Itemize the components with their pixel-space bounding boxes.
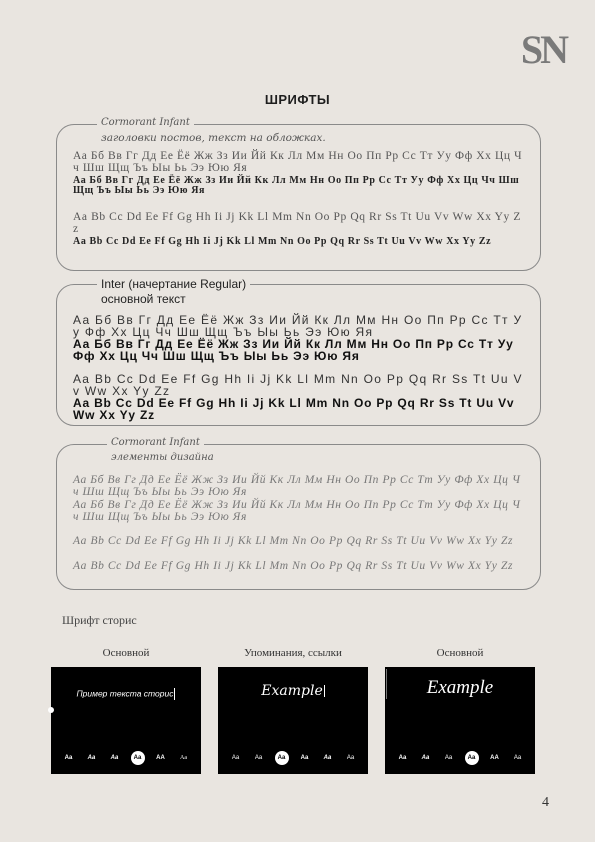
stories-title: Шрифт сторис — [62, 613, 137, 627]
font-section-inter-body — [56, 277, 541, 426]
sample-cyrillic-regular: Аа Бб Вв Гг Дд Ее Ёё Жж Зз Ии Йй Кк Лл Мм Нн Оо Пп Рр Сс Тт Уу Фф Хх Цц Чч Шш Щщ Ъъ Ыы Ьь Ээ Юю Яя — [73, 150, 523, 174]
page-number: 4 — [542, 795, 549, 810]
font-option[interactable]: Aa — [87, 755, 96, 761]
slider-handle[interactable] — [48, 707, 54, 713]
sample-latin-bold: Aa Bb Cc Dd Ee Ff Gg Hh Ii Jj Kk Ll Mm Nn Oo Pp Qq Rr Ss Tt Uu Vv Ww Xx Yy Zz — [73, 236, 492, 247]
sample-cyrillic-bold: Аа Бб Вв Гг Дд Ее Ёё Жж Зз Ии Йй Кк Лл Мм Нн Оо Пп Рр Сс Тт Уу Фф Хх Цц Чч Шш Щщ Ъъ Ыы Ьь Ээ Юю Яя — [73, 175, 520, 196]
font-option-selected[interactable]: Aa — [275, 751, 289, 765]
font-picker — [51, 751, 201, 765]
text-cursor — [174, 688, 175, 700]
sample-cyrillic-regular: Аа Бб Вв Гг Дд Ее Ёё Жж Зз Ии Йй Кк Лл Мм Нн Оо Пп Рр Сс Тт Уу Фф Хх Цц Чч Шш Щщ Ъъ Ыы Ьь Ээ Юю Яя — [73, 313, 523, 339]
logo: SN — [520, 27, 566, 72]
story-sample-text[interactable]: Example — [426, 677, 494, 698]
font-name: Cormorant Infant — [107, 437, 204, 448]
font-option[interactable]: Aa — [254, 755, 263, 761]
font-option[interactable]: Aa — [513, 755, 522, 761]
font-option[interactable]: Aa — [444, 755, 453, 761]
font-usage: заголовки постов, текст на обложках. — [101, 132, 326, 144]
font-option[interactable]: Aa — [110, 755, 119, 761]
sample-latin-italic: Aa Bb Cc Dd Ee Ff Gg Hh Ii Jj Kk Ll Mm Nn Oo Pp Qq Rr Ss Tt Uu Vv Ww Xx Yy Zz — [73, 535, 514, 547]
story-caption: Основной — [436, 647, 484, 659]
sample-cyrillic-bold: Аа Бб Вв Гг Дд Ее Ёё Жж Зз Ии Йй Кк Лл Мм Нн Оо Пп Рр Сс Тт Уу Фф Хх Цц Чч Шш Щщ Ъъ Ыы Ьь Ээ Юю Яя — [73, 337, 514, 363]
story-sample-text[interactable]: Example — [261, 683, 323, 699]
font-option[interactable]: AA — [156, 755, 165, 761]
font-option[interactable]: Aa — [64, 755, 73, 761]
sample-latin-bold: Aa Bb Cc Dd Ee Ff Gg Hh Ii Jj Kk Ll Mm Nn Oo Pp Qq Rr Ss Tt Uu Vv Ww Xx Yy Zz — [73, 396, 515, 422]
font-option[interactable]: Aa — [300, 755, 309, 761]
font-usage: элементы дизайна — [111, 452, 214, 463]
font-option[interactable]: Aa — [180, 755, 187, 761]
story-preview — [51, 667, 201, 774]
sample-latin-regular: Aa Bb Cc Dd Ee Ff Gg Hh Ii Jj Kk Ll Mm Nn Oo Pp Qq Rr Ss Tt Uu Vv Ww Xx Yy Zz — [73, 372, 523, 398]
font-name: Cormorant Infant — [97, 117, 194, 128]
font-option-selected[interactable]: Aa — [131, 751, 145, 765]
sample-cyrillic-italic: Аа Бб Вв Гг Дд Ее Ёё Жж Зз Ии Йй Кк Лл Мм Нн Оо Пп Рр Сс Тт Уу Фф Хх Цц Чч Шш Щщ Ъъ Ыы Ьь Ээ Юю Яя — [73, 499, 521, 523]
font-option[interactable]: Aa — [231, 755, 240, 761]
font-section-cormorant-headings — [56, 117, 541, 271]
font-option[interactable]: Aa — [323, 755, 332, 761]
font-option[interactable]: Aa — [421, 755, 430, 761]
story-caption: Основной — [102, 647, 150, 659]
font-option[interactable]: AA — [490, 755, 499, 761]
sample-latin-italic: Aa Bb Cc Dd Ee Ff Gg Hh Ii Jj Kk Ll Mm Nn Oo Pp Qq Rr Ss Tt Uu Vv Ww Xx Yy Zz — [73, 560, 514, 572]
sample-cyrillic-italic: Аа Бб Вв Гг Дд Ее Ёё Жж Зз Ии Йй Кк Лл Мм Нн Оо Пп Рр Сс Тт Уу Фф Хх Цц Чч Шш Щщ Ъъ Ыы Ьь Ээ Юю Яя — [73, 474, 521, 498]
font-picker — [218, 751, 368, 765]
font-picker — [385, 751, 535, 765]
page-title: ШРИФТЫ — [264, 92, 331, 107]
font-usage: основной текст — [101, 292, 186, 306]
font-option[interactable]: Aa — [398, 755, 407, 761]
text-cursor — [324, 685, 325, 697]
font-section-cormorant-design — [56, 437, 541, 590]
story-preview — [385, 667, 535, 774]
story-sample-text[interactable]: Пример текста сторис — [76, 688, 174, 699]
story-preview — [218, 667, 368, 774]
font-option[interactable]: Aa — [346, 755, 355, 761]
font-name: Inter (начертание Regular) — [97, 277, 250, 291]
font-option-selected[interactable]: Aa — [465, 751, 479, 765]
sample-latin-regular: Aa Bb Cc Dd Ee Ff Gg Hh Ii Jj Kk Ll Mm Nn Oo Pp Qq Rr Ss Tt Uu Vv Ww Xx Yy Zz — [73, 211, 521, 235]
story-caption: Упоминания, ссылки — [244, 647, 342, 659]
